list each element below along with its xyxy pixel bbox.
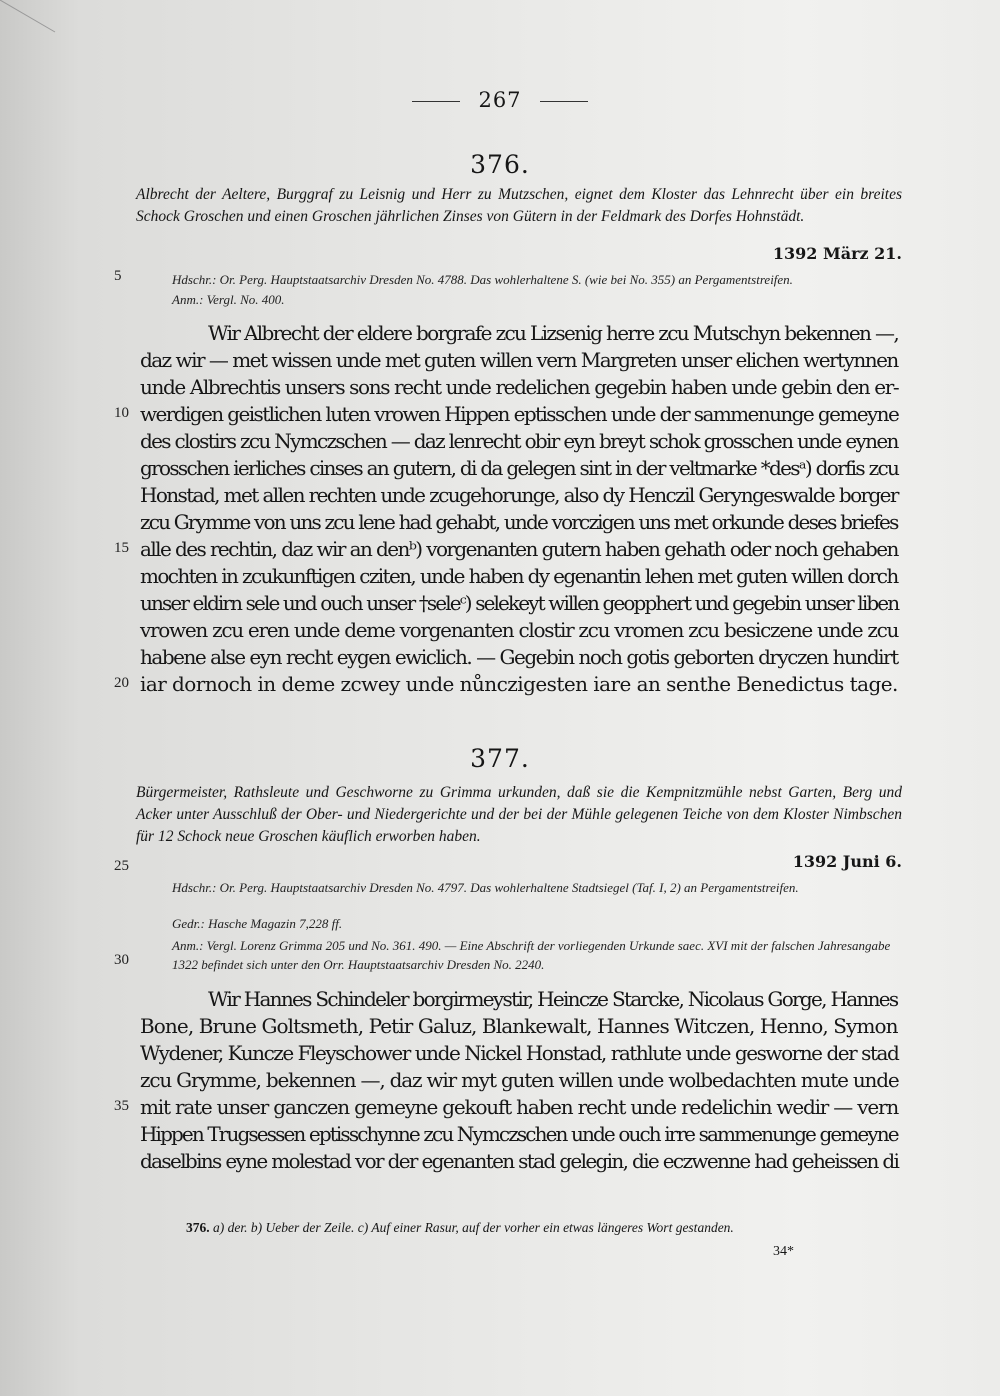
signature-mark: 34*	[773, 1244, 794, 1259]
text-line: werdigen geistlichen luten vrowen Hippen eptisschen unde der sammenunge gemeyne	[140, 402, 899, 426]
manuscript-note-376: Hdschr.: Or. Perg. Hauptstaatsarchiv Dresden No. 4788. Das wohlerhaltene S. (wie bei No. 355) an Pergamentstreifen.	[172, 272, 793, 287]
text-line: daz wir — met wissen unde met guten willen vern Margreten unser elichen wertynnen	[140, 348, 898, 372]
text-line: alle des rechtin, daz wir an denᵇ) vorgenanten gutern haben gehath oder noch gehaben	[140, 537, 898, 561]
text-line: zcu Grymme von uns zcu lene had gehabt, unde vorczigen uns met orkunde deses briefes	[140, 510, 898, 534]
line-number: 20	[114, 675, 129, 691]
printed-edition-377: Gedr.: Hasche Magazin 7,228 ff.	[172, 916, 343, 931]
page-number: 267	[478, 88, 522, 112]
text-line: Honstad, met allen rechten unde zcugehorunge, also dy Henczil Geryngeswalde borger	[140, 483, 898, 507]
text-line: unser eldirn sele und ouch unser †seleᶜ) selekeyt willen geopphert und gegebin unser liben	[140, 591, 899, 615]
date-376: 1392 März 21.	[772, 244, 902, 263]
line-number: 35	[114, 1098, 129, 1114]
date-377: 1392 Juni 6.	[792, 852, 902, 871]
text-line: daselbins eyne molestad vor der egenanten stad gelegin, die eczwenne had geheissen di	[140, 1149, 899, 1173]
corner-mark	[0, 0, 60, 40]
footnote-text: a) der. b) Ueber der Zeile. c) Auf einer Rasur, auf der vorher ein etwas längeres Wort gestanden.	[213, 1220, 734, 1235]
line-number: 25	[114, 858, 129, 874]
text-line: des clostirs zcu Nymczschen — daz lenrecht obir eyn breyt schok grosschen unde eynen	[140, 429, 898, 453]
text-line: iar dornoch in deme zcwey unde nůnczigesten iare an senthe Benedictus tage.	[140, 672, 898, 696]
regest-376: Albrecht der Aeltere, Burggraf zu Leisnig und Herr zu Mutzschen, eignet dem Kloster das Lehnrecht über ein breites Schock Groschen und einen Groschen jährlichen Zinses von Gütern in der Feldmark des Dorfes Hohnstädt.	[136, 186, 902, 225]
line-number: 15	[114, 540, 129, 556]
text-line: vrowen zcu eren unde deme vorgenanten clostir zcu vromen zcu besiczene unde zcu	[140, 618, 899, 642]
text-line: zcu Grymme, bekennen —, daz wir myt guten willen unde wolbedachten mute unde	[140, 1068, 899, 1092]
text-line: Bone, Brune Goltsmeth, Petir Galuz, Blankewalt, Hannes Witczen, Henno, Symon	[140, 1014, 898, 1038]
line-number: 10	[114, 405, 129, 421]
text-line: mit rate unser ganczen gemeyne gekouft haben recht unde redelichin wedir — vern	[140, 1095, 899, 1119]
manuscript-note-377: Hdschr.: Or. Perg. Hauptstaatsarchiv Dresden No. 4797. Das wohlerhaltene Stadtsiegel (Taf. I, 2) an Pergamentstreifen.	[172, 880, 799, 895]
footnote-reference: 376.	[186, 1220, 210, 1235]
text-line: habene alse eyn recht eygen ewiclich. — Gegebin noch gotis geborten dryczen hundirt	[140, 645, 898, 669]
document-number-376: 376.	[470, 150, 530, 179]
text-line: Wir Hannes Schindeler borgirmeystir, Heincze Starcke, Nicolaus Gorge, Hannes	[208, 987, 898, 1011]
text-line: Wir Albrecht der eldere borgrafe zcu Lizsenig herre zcu Mutschyn bekennen —,	[208, 321, 899, 345]
regest-377: Bürgermeister, Rathsleute und Geschworne zu Grimma urkunden, daß sie die Kempnitzmühle nebst Garten, Berg und Acker unter Ausschluß der Ober- und Niedergerichte und der bei der Mühle gelegenen Teiche von dem Kloster Nimbschen für 12 Schock neue Groschen käuflich erworben haben.	[136, 784, 902, 845]
document-number-377: 377.	[470, 744, 530, 773]
line-number: 5	[114, 268, 122, 284]
text-line: Wydener, Kuncze Fleyschower unde Nickel Honstad, rathlute unde gesworne der stad	[140, 1041, 899, 1065]
text-line: unde Albrechtis unsers sons recht unde redelichen gegebin haben unde gebin den er-	[140, 375, 899, 399]
line-number: 30	[114, 952, 129, 968]
text-line: Hippen Trugsessen eptisschynne zcu Nymczschen unde ouch irre sammenunge gemeyne	[140, 1122, 898, 1146]
footnotes	[186, 1220, 734, 1236]
remark-377: Anm.: Vergl. Lorenz Grimma 205 und No. 361. 490. — Eine Abschrift der vorliegenden Urkunde saec. XVI mit der falschen Jahresangabe 1322 befindet sich unter den Orr. Hauptstaatsarchiv Dresden No. 2240.	[172, 938, 891, 972]
text-line: mochten in zcukunftigen cziten, unde haben dy egenantin lehen met guten willen dorch	[140, 564, 898, 588]
remark-376: Anm.: Vergl. No. 400.	[172, 292, 285, 307]
page-header	[0, 88, 1000, 112]
text-line: grosschen ierliches cinses an gutern, di da gelegen sint in der veltmarke *desᵃ) dorfis zcu	[140, 456, 899, 480]
